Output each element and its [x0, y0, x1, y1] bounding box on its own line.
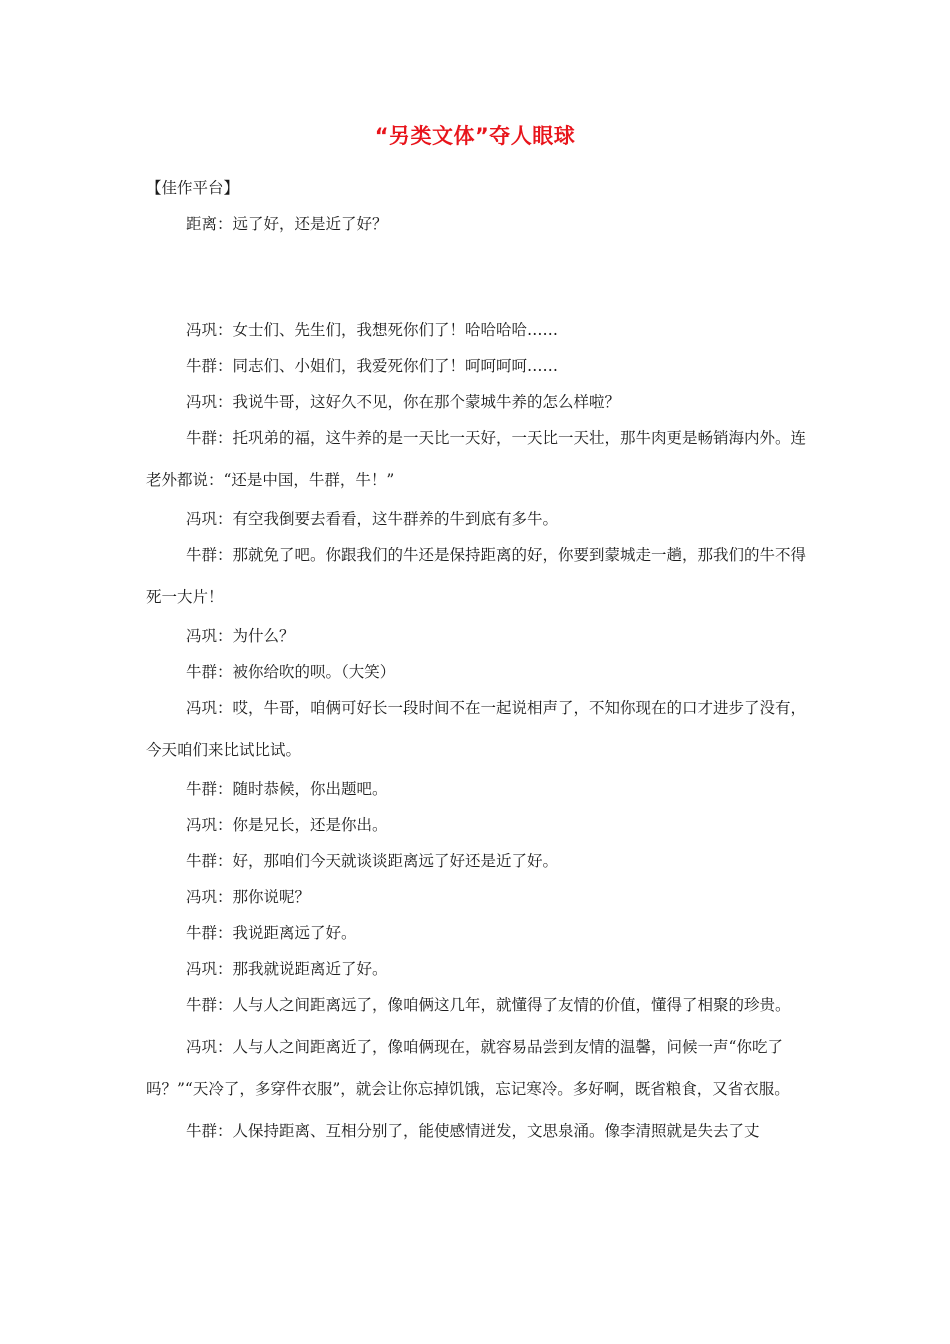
subtitle-block: [146, 206, 810, 242]
dialogue-text: 你是兄长，还是你出。: [232, 816, 388, 834]
dialogue-line: [146, 843, 810, 879]
document-title: “另类文体”夺人眼球: [374, 124, 576, 148]
speaker-name: 冯巩：: [186, 321, 233, 339]
speaker-name: 冯巩：: [186, 699, 233, 717]
dialogue-block: [146, 312, 810, 1152]
dialogue-text: 同志们、小姐们，我爱死你们了！呵呵呵呵……: [232, 357, 559, 375]
dialogue-line: [146, 654, 810, 690]
dialogue-text: 我说距离远了好。: [232, 924, 357, 942]
speaker-name: 牛群：: [186, 429, 233, 447]
speaker-name: 冯巩：: [186, 1038, 233, 1056]
dialogue-text: 我说牛哥，这好久不见，你在那个蒙城牛养的怎么样啦？: [232, 393, 621, 411]
dialogue-line: [146, 348, 810, 384]
dialogue-text: 有空我倒要去看看，这牛群养的牛到底有多牛。: [232, 510, 559, 528]
dialogue-text: 人保持距离、互相分别了，能使感情迸发，文思泉涌。像李清照就是失去了丈: [232, 1122, 760, 1140]
speaker-name: 牛群：: [186, 1122, 233, 1140]
speaker-name: 冯巩：: [186, 816, 233, 834]
dialogue-line: [146, 807, 810, 843]
speaker-name: 冯巩：: [186, 888, 233, 906]
dialogue-text: 那就免了吧。你跟我们的牛还是保持距离的好，你要到蒙城走一趟，那我们的牛不得死一大片！: [146, 546, 807, 606]
dialogue-text: 好，那咱们今天就谈谈距离远了好还是近了好。: [232, 852, 559, 870]
speaker-name: 牛群：: [186, 996, 233, 1014]
speaker-name: 牛群：: [186, 924, 233, 942]
dialogue-line: [146, 1026, 810, 1110]
speaker-name: 牛群：: [186, 852, 233, 870]
dialogue-line: [146, 501, 810, 537]
dialogue-text: 人与人之间距离远了，像咱俩这几年，就懂得了友情的价值，懂得了相聚的珍贵。: [232, 996, 791, 1014]
dialogue-text: 随时恭候，你出题吧。: [232, 780, 388, 798]
dialogue-line: [146, 951, 810, 987]
subtitle: 距离：远了好，还是近了好？: [186, 215, 388, 233]
dialogue-text: 哎，牛哥，咱俩可好长一段时间不在一起说相声了，不知你现在的口才进步了没有，今天咱们来比试比试。: [146, 699, 807, 759]
dialogue-line: [146, 687, 810, 771]
dialogue-line: [146, 984, 810, 1026]
dialogue-line: [146, 417, 810, 501]
section-label: 【佳作平台】: [146, 179, 240, 197]
dialogue-text: 那你说呢？: [232, 888, 311, 906]
dialogue-text: 托巩弟的福，这牛养的是一天比一天好，一天比一天壮，那牛肉更是畅销海内外。连老外都说：“还是中国，牛群，牛！”: [146, 429, 807, 489]
speaker-name: 牛群：: [186, 663, 233, 681]
dialogue-text: 为什么？: [232, 627, 295, 645]
dialogue-line: [146, 618, 810, 654]
speaker-name: 牛群：: [186, 357, 233, 375]
dialogue-line: [146, 879, 810, 915]
dialogue-text: 那我就说距离近了好。: [232, 960, 388, 978]
speaker-name: 冯巩：: [186, 627, 233, 645]
dialogue-line: [146, 312, 810, 348]
speaker-name: 冯巩：: [186, 393, 233, 411]
speaker-name: 冯巩：: [186, 960, 233, 978]
speaker-name: 牛群：: [186, 546, 233, 564]
speaker-name: 冯巩：: [186, 510, 233, 528]
dialogue-text: 人与人之间距离近了，像咱俩现在，就容易品尝到友情的温馨，问候一声“你吃了吗？”“天冷了，多穿件衣服”，就会让你忘掉饥饿，忘记寒冷。多好啊，既省粮食，又省衣服。: [146, 1038, 790, 1098]
dialogue-line: [146, 771, 810, 807]
dialogue-line: [146, 915, 810, 951]
dialogue-text: 女士们、先生们，我想死你们了！哈哈哈哈……: [232, 321, 559, 339]
dialogue-line: [146, 1110, 810, 1152]
dialogue-text: 被你给吹的呗。（大笑）: [232, 663, 396, 681]
speaker-name: 牛群：: [186, 780, 233, 798]
dialogue-line: [146, 384, 810, 420]
dialogue-line: [146, 534, 810, 618]
